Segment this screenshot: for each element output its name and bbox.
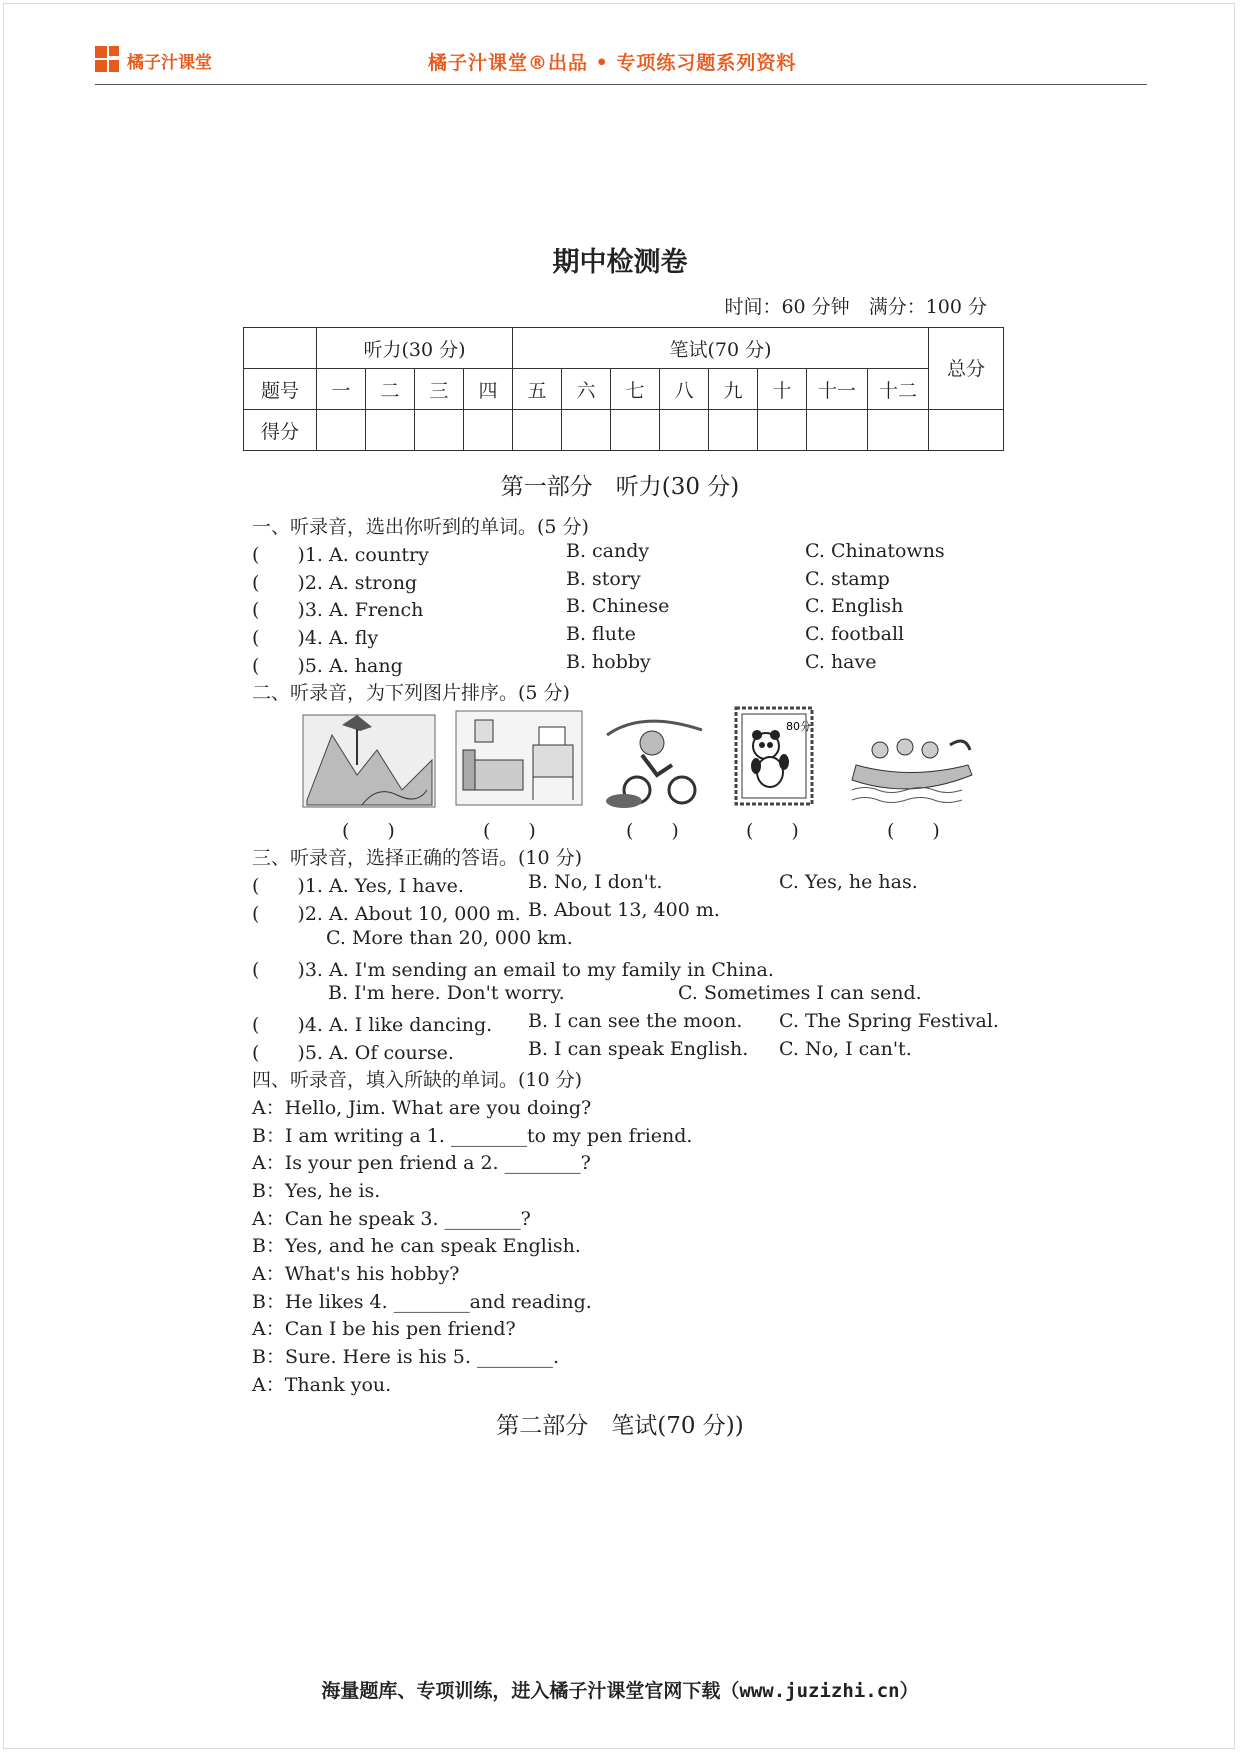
writing-header: 笔试(70 分) xyxy=(513,328,929,369)
dialogue-line: B：Yes, and he can speak English. xyxy=(252,1235,581,1257)
s3-q1: ( )1. A. Yes, I have. xyxy=(252,875,464,897)
score-label: 得分 xyxy=(244,410,317,451)
s1-q4-b: B. flute xyxy=(566,623,636,645)
section4-title: 四、听录音，填入所缺的单词。(10 分) xyxy=(252,1069,583,1091)
score-table xyxy=(243,327,1004,451)
table-cell: 一 xyxy=(317,369,366,410)
s3-q3: ( )3. A. I'm sending an email to my family in China. xyxy=(252,959,774,981)
s3-q4-b: B. I can see the moon. xyxy=(528,1010,743,1032)
dialogue-line: B：He likes 4. ________and reading. xyxy=(252,1291,592,1313)
stamp-value: 80分 xyxy=(786,720,811,733)
part1-heading: 第一部分 听力(30 分) xyxy=(500,474,740,500)
dialogue-line: A：Hello, Jim. What are you doing? xyxy=(252,1097,592,1119)
table-cell: 三 xyxy=(415,369,464,410)
answer-paren[interactable]: ( ) xyxy=(746,820,799,842)
s1-q3-b: B. Chinese xyxy=(566,595,670,617)
s1-q2-b: B. story xyxy=(566,568,641,590)
s1-q4-c: C. football xyxy=(805,623,905,645)
exam-time: 时间：60 分钟 xyxy=(724,296,850,318)
s3-q5-c: C. No, I can't. xyxy=(779,1038,912,1060)
s1-q5-b: B. hobby xyxy=(566,651,651,673)
question-number-label: 题号 xyxy=(244,369,317,410)
table-cell: 十一 xyxy=(807,369,868,410)
s3-q2-c: C. More than 20, 000 km. xyxy=(326,927,573,949)
answer-paren[interactable]: ( ) xyxy=(483,820,536,842)
dialogue-line: A：Can he speak 3. ________? xyxy=(252,1208,531,1230)
exam-meta xyxy=(724,292,987,319)
logo-icon xyxy=(95,46,123,74)
boy-cycling-icon xyxy=(602,705,706,809)
table-cell: 九 xyxy=(709,369,758,410)
footer-text: 海量题库、专项训练，进入橘子汁课堂官网下载（www.juzizhi.cn） xyxy=(321,1680,919,1702)
table-cell: 十 xyxy=(758,369,807,410)
s3-q4: ( )4. A. I like dancing. xyxy=(252,1014,493,1036)
total-header: 总分 xyxy=(929,328,1004,410)
s1-q1: ( )1. A. country xyxy=(252,544,429,566)
s3-q1-c: C. Yes, he has. xyxy=(779,871,918,893)
score-cell[interactable] xyxy=(660,410,709,451)
mountain-landscape-icon xyxy=(302,705,436,809)
s3-q4-c: C. The Spring Festival. xyxy=(779,1010,999,1032)
dialogue-line: B：I am writing a 1. ________to my pen friend. xyxy=(252,1125,693,1147)
panda-stamp-icon xyxy=(734,706,814,806)
s3-q1-b: B. No, I don't. xyxy=(528,871,663,893)
table-cell: 六 xyxy=(562,369,611,410)
bedroom-icon xyxy=(455,705,583,809)
answer-paren[interactable]: ( ) xyxy=(887,820,940,842)
s3-q3-b: B. I'm here. Don't worry. xyxy=(328,982,565,1004)
score-cell[interactable] xyxy=(317,410,366,451)
table-cell: 十二 xyxy=(868,369,929,410)
table-cell: 四 xyxy=(464,369,513,410)
s1-q5-c: C. have xyxy=(805,651,877,673)
table-cell: 七 xyxy=(611,369,660,410)
exam-full-score: 满分：100 分 xyxy=(868,296,987,318)
dragon-boat-icon xyxy=(850,705,974,809)
s1-q4: ( )4. A. fly xyxy=(252,627,379,649)
page-header xyxy=(95,40,1147,85)
s1-q1-b: B. candy xyxy=(566,540,650,562)
score-cell[interactable] xyxy=(868,410,929,451)
section2-title: 二、听录音，为下列图片排序。(5 分) xyxy=(252,682,570,704)
s3-q3-c: C. Sometimes I can send. xyxy=(678,982,922,1004)
score-cell[interactable] xyxy=(366,410,415,451)
logo-text: 橘子汁课堂 xyxy=(127,52,212,73)
dialogue-line: A：Can I be his pen friend? xyxy=(252,1318,516,1340)
score-cell[interactable] xyxy=(709,410,758,451)
s1-q2: ( )2. A. strong xyxy=(252,572,418,594)
header-title: 橘子汁课堂®出品 • 专项练习题系列资料 xyxy=(428,52,797,74)
part2-heading: 第二部分 笔试(70 分)) xyxy=(496,1413,744,1439)
dialogue-line: A：Thank you. xyxy=(252,1374,392,1396)
s3-q2-b: B. About 13, 400 m. xyxy=(528,899,720,921)
dialogue-line: B：Sure. Here is his 5. ________. xyxy=(252,1346,559,1368)
s3-q5-b: B. I can speak English. xyxy=(528,1038,749,1060)
s3-q5: ( )5. A. Of course. xyxy=(252,1042,454,1064)
score-cell[interactable] xyxy=(929,410,1004,451)
brand-logo xyxy=(95,46,212,74)
score-cell[interactable] xyxy=(807,410,868,451)
table-cell: 八 xyxy=(660,369,709,410)
listening-header: 听力(30 分) xyxy=(317,328,513,369)
answer-paren[interactable]: ( ) xyxy=(342,820,395,842)
s1-q3: ( )3. A. French xyxy=(252,599,424,621)
s3-q2: ( )2. A. About 10, 000 m. xyxy=(252,903,521,925)
score-cell[interactable] xyxy=(562,410,611,451)
score-cell[interactable] xyxy=(513,410,562,451)
s1-q1-c: C. Chinatowns xyxy=(805,540,945,562)
s1-q5: ( )5. A. hang xyxy=(252,655,403,677)
table-cell: 五 xyxy=(513,369,562,410)
exam-title: 期中检测卷 xyxy=(552,247,688,278)
score-cell[interactable] xyxy=(758,410,807,451)
score-cell[interactable] xyxy=(611,410,660,451)
answer-paren[interactable]: ( ) xyxy=(626,820,679,842)
dialogue-line: A：What's his hobby? xyxy=(252,1263,460,1285)
section3-title: 三、听录音，选择正确的答语。(10 分) xyxy=(252,847,583,869)
dialogue-line: B：Yes, he is. xyxy=(252,1180,381,1202)
score-cell[interactable] xyxy=(415,410,464,451)
s1-q2-c: C. stamp xyxy=(805,568,890,590)
dialogue-line: A：Is your pen friend a 2. ________? xyxy=(252,1152,591,1174)
s1-q3-c: C. English xyxy=(805,595,904,617)
score-cell[interactable] xyxy=(464,410,513,451)
section1-title: 一、听录音，选出你听到的单词。(5 分) xyxy=(252,516,589,538)
table-cell: 二 xyxy=(366,369,415,410)
